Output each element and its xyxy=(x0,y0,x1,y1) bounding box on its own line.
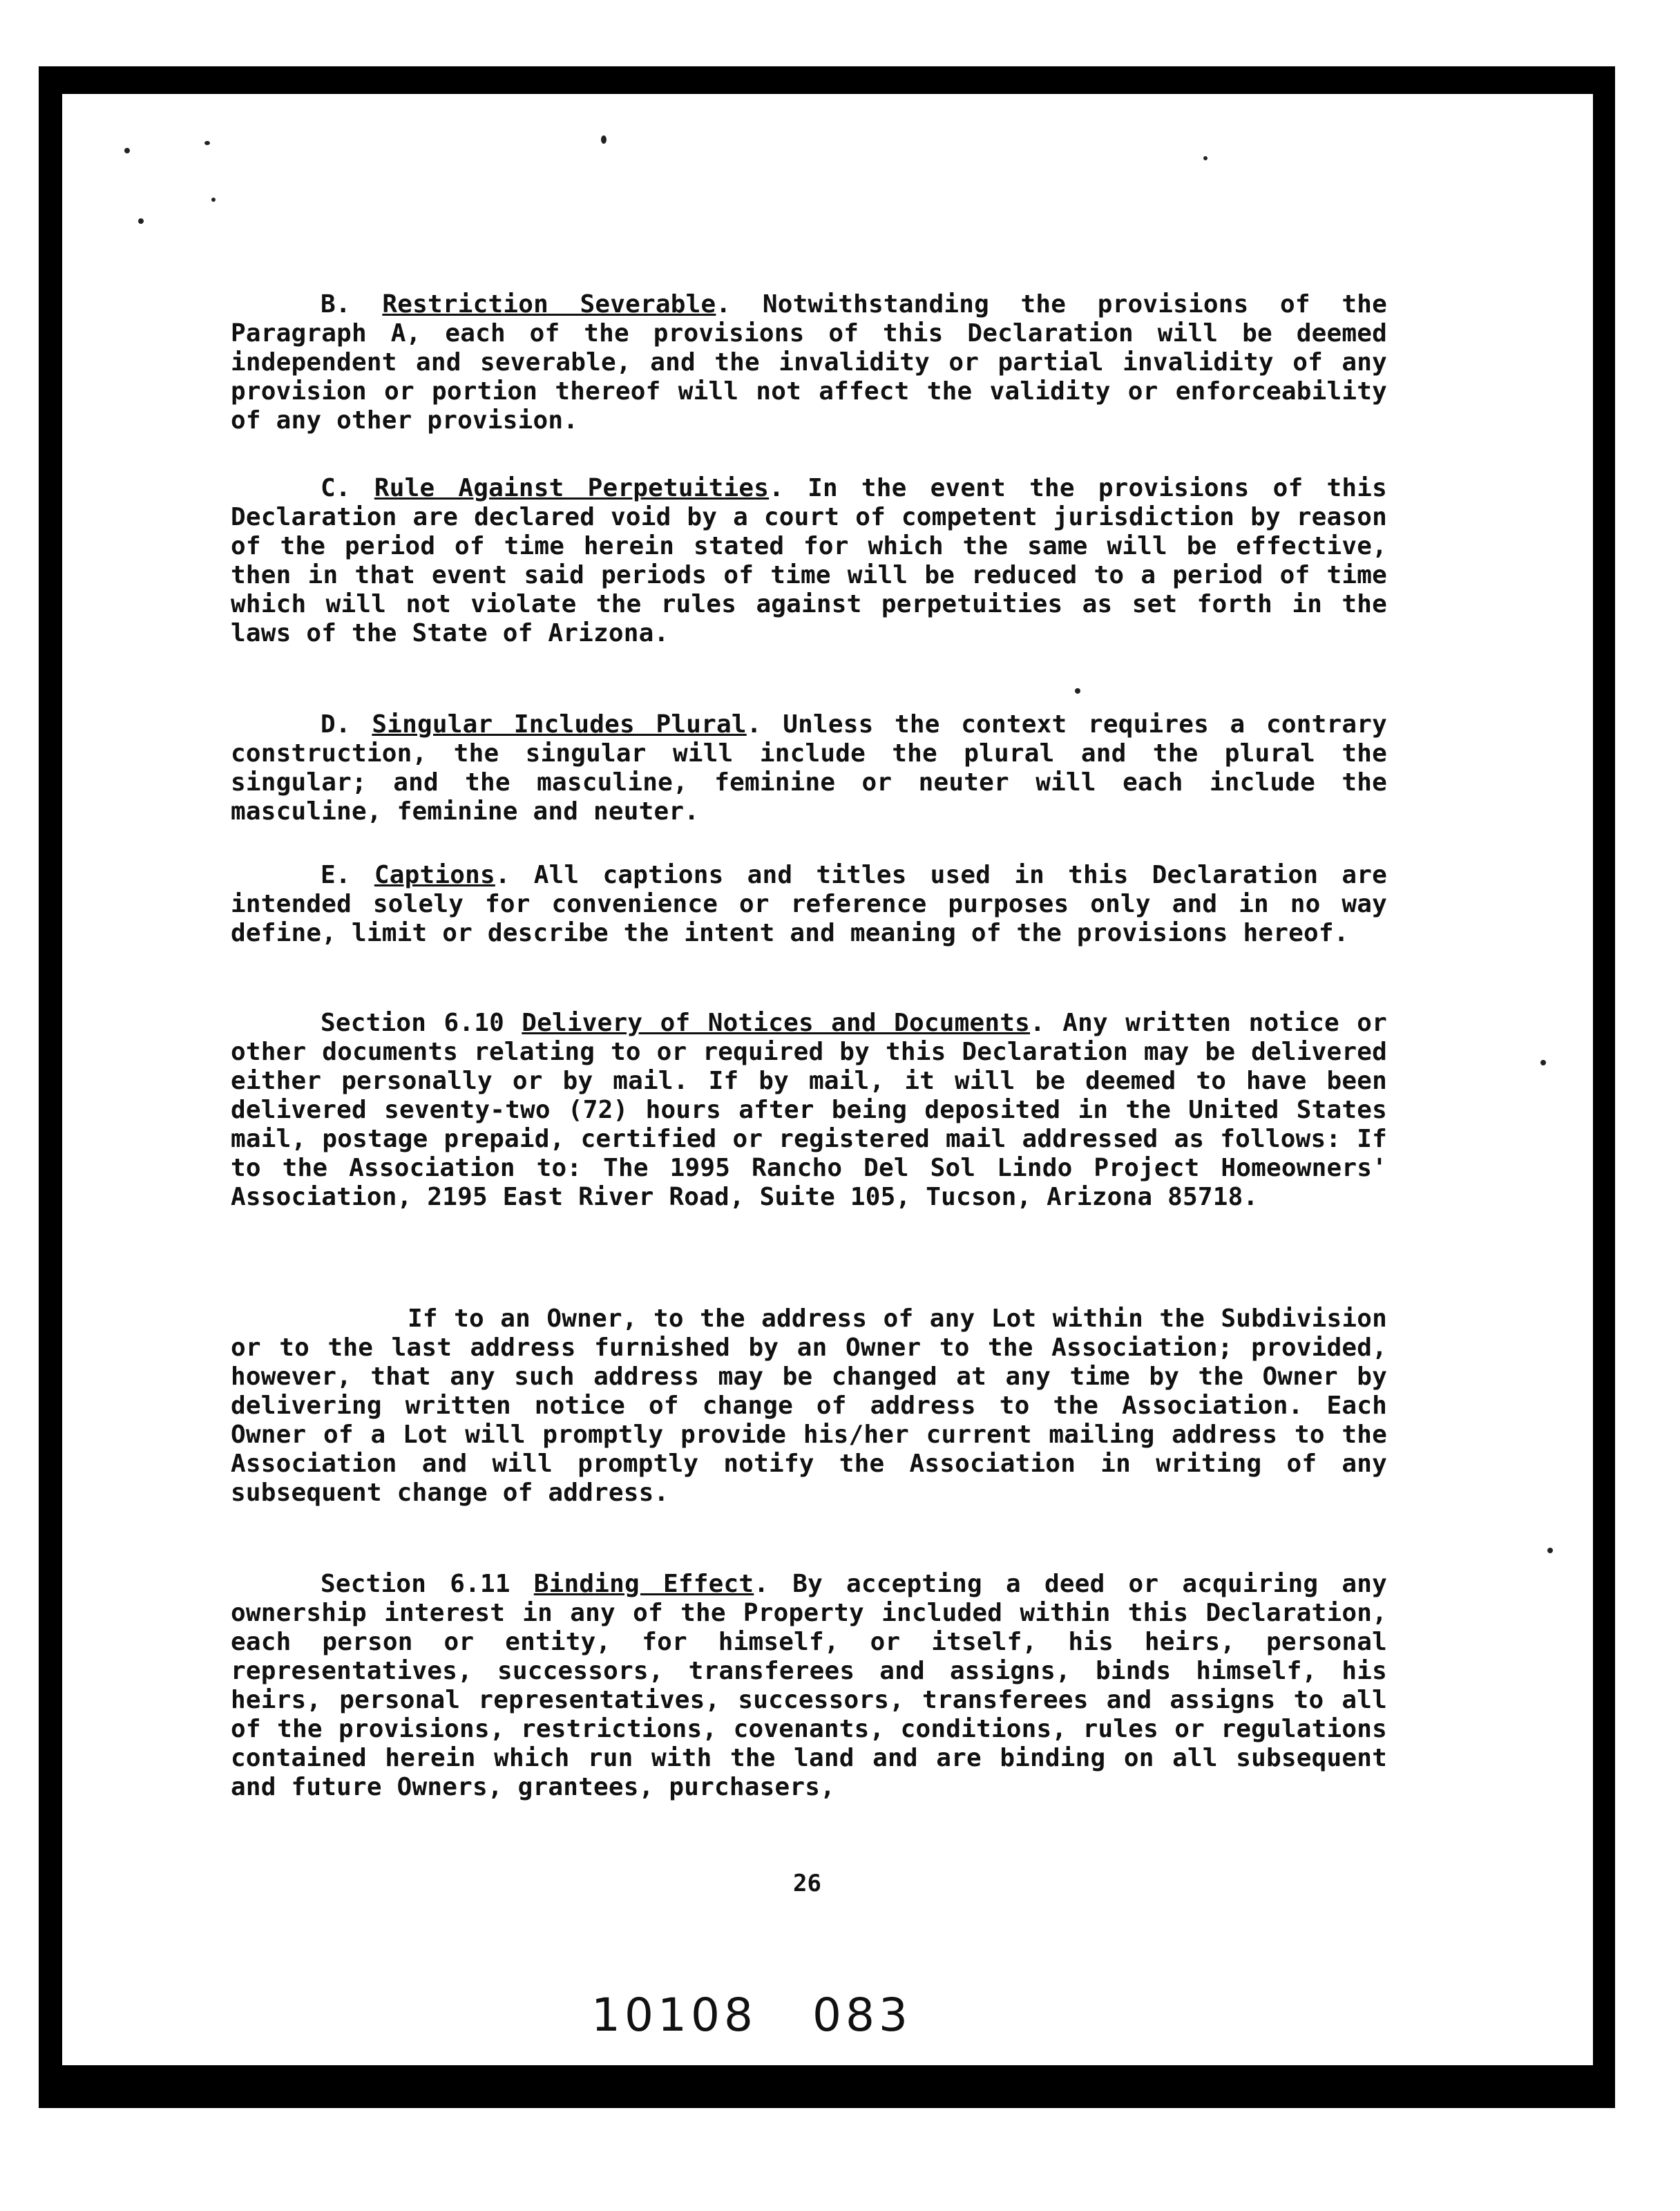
paragraph-heading: Singular Includes Plural xyxy=(372,710,747,739)
scan-speck xyxy=(211,198,216,202)
scan-speck xyxy=(1075,688,1080,694)
paragraph-heading: Binding Effect xyxy=(533,1570,754,1598)
scan-border-bottom xyxy=(39,2065,1615,2108)
owner-address-paragraph: If to an Owner, to the address of any Lot within the Subdivision or to the last address furnished by an Owner to the Association; provided, however, that any such address may be changed at any time by the Owner by delivering written notice of change of address to the Association. Each Owner of a Lot will promptly provide his/her current mailing address to the Association and will promptly notify the Association in writing of any subsequent change of address. xyxy=(231,1304,1387,1507)
paragraph-e: E. Captions. All captions and titles used in this Declaration are intended solely for convenience or reference purposes only and in no way define, limit or describe the intent and meaning of the provisions hereof. xyxy=(231,861,1387,947)
stamp-book: 10108 xyxy=(591,1989,757,2042)
scan-speck xyxy=(124,148,130,153)
scan-speck xyxy=(204,141,210,145)
scan-speck xyxy=(1203,156,1208,160)
paragraph-heading: Rule Against Perpetuities xyxy=(374,474,770,502)
scan-speck xyxy=(1540,1060,1546,1065)
scan-border-top xyxy=(39,66,1615,94)
paragraph-b: B. Restriction Severable. Notwithstanding the provisions of the Paragraph A, each of the provisions of this Declaration will be deemed independent and severable, and the invalidity or partial invalidity of any provision or portion thereof will not affect the validity or enforceability of any other provision. xyxy=(231,290,1387,435)
scan-speck xyxy=(138,218,144,224)
paragraph-heading: Delivery of Notices and Documents xyxy=(522,1009,1031,1037)
stamp-page: 083 xyxy=(812,1989,912,2042)
paragraph-heading: Restriction Severable xyxy=(382,290,716,319)
paragraph-heading: Captions xyxy=(374,861,495,889)
page-number: 26 xyxy=(793,1870,821,1897)
paragraph-d: D. Singular Includes Plural. Unless the context requires a contrary construction, the singular will include the plural and the plural the singular; and the masculine, feminine or neuter will each include the masculine, feminine and neuter. xyxy=(231,710,1387,826)
scan-speck xyxy=(601,135,607,144)
paragraph-c: C. Rule Against Perpetuities. In the event the provisions of this Declaration are declared void by a court of competent jurisdiction by reason of the period of time herein stated for which the same will be effective, then in that event said periods of time will be reduced to a period of time which will not violate the rules against perpetuities as set forth in the laws of the State of Arizona. xyxy=(231,474,1387,647)
section-6-11: Section 6.11 Binding Effect. By accepting a deed or acquiring any ownership interest in any of the Property included within this Declaration, each person or entity, for himself, or itself, his heirs, personal representatives, successors, transferees and assigns, binds himself, his heirs, personal representatives, successors, transferees and assigns to all of the provisions, restrictions, covenants, conditions, rules or regulations contained herein which run with the land and are binding on all subsequent and future Owners, grantees, purchasers, xyxy=(231,1570,1387,1801)
scan-border-left xyxy=(39,66,62,2108)
recording-stamp xyxy=(591,1989,967,2042)
section-6-10: Section 6.10 Delivery of Notices and Documents. Any written notice or other documents relating to or required by this Declaration may be delivered either personally or by mail. If by mail, it will be deemed to have been delivered seventy-two (72) hours after being deposited in the United States mail, postage prepaid, certified or registered mail addressed as follows: If to the Association to: The 1995 Rancho Del Sol Lindo Project Homeowners' Association, 2195 East River Road, Suite 105, Tucson, Arizona 85718. xyxy=(231,1009,1387,1211)
scan-border-right xyxy=(1593,66,1615,2108)
scan-speck xyxy=(1547,1548,1553,1553)
